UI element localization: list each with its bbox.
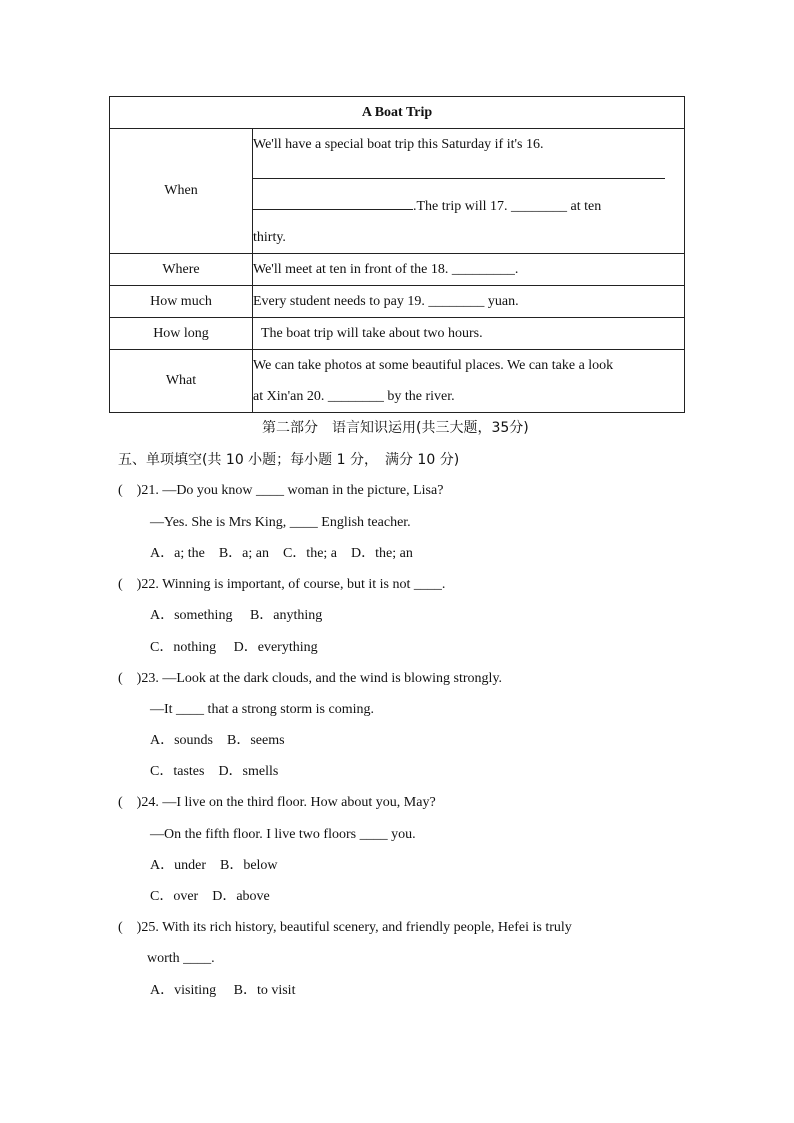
table-row [110, 286, 685, 318]
how-much-content: Every student needs to pay 19. ________ yuan. [253, 294, 519, 309]
when-line-4: thirty. [253, 230, 286, 245]
question-23-options-2: C．tastes D．smells [150, 764, 279, 779]
question-21-reply: —Yes. She is Mrs King, ____ English teacher. [150, 515, 411, 530]
row-label-where: Where [110, 254, 253, 286]
table-row [110, 254, 685, 286]
where-content: We'll meet at ten in front of the 18. _________. [253, 262, 519, 277]
question-21-options: A．a; the B．a; an C．the; a D．the; an [150, 546, 413, 561]
row-content-when [253, 129, 685, 254]
question-24-options-1: A．under B．below [150, 858, 278, 873]
question-22: ( )22. Winning is important, of course, but it is not ____. [118, 577, 446, 592]
part-heading: 第二部分 语言知识运用(共三大题，35分) [262, 420, 529, 436]
answer-blank-16[interactable] [253, 160, 665, 179]
question-24: ( )24. —I live on the third floor. How about you, May? [118, 795, 436, 810]
question-24-reply: —On the fifth floor. I live two floors ____ you. [150, 827, 416, 842]
row-label-how-long: How long [110, 318, 253, 350]
question-25: ( )25. With its rich history, beautiful scenery, and friendly people, Hefei is truly [118, 920, 572, 935]
table-row [110, 318, 685, 350]
question-23-reply: —It ____ that a strong storm is coming. [150, 702, 374, 717]
question-21: ( )21. —Do you know ____ woman in the picture, Lisa? [118, 483, 444, 498]
question-25-cont: worth ____. [147, 951, 215, 966]
when-line-1: We'll have a special boat trip this Saturday if it's 16. [253, 137, 544, 152]
table-row [110, 350, 685, 413]
question-22-options-2: C．nothing D．everything [150, 640, 318, 655]
row-label-how-much: How much [110, 286, 253, 318]
question-22-options-1: A．something B．anything [150, 608, 323, 623]
how-long-content: The boat trip will take about two hours. [261, 326, 483, 341]
question-23-options-1: A．sounds B．seems [150, 733, 285, 748]
table-title: A Boat Trip [110, 97, 685, 129]
section-heading: 五、单项填空(共 10 小题；每小题 1 分， 满分 10 分) [118, 452, 460, 468]
when-blank-line [253, 160, 684, 191]
answer-blank-16b[interactable] [253, 195, 413, 210]
row-label-what: What [110, 350, 253, 413]
when-line-3: .The trip will 17. ________ at ten [253, 191, 684, 222]
question-23: ( )23. —Look at the dark clouds, and the wind is blowing strongly. [118, 671, 503, 686]
boat-trip-table [109, 96, 685, 413]
what-line-2: at Xin'an 20. ________ by the river. [253, 389, 455, 404]
question-25-options: A．visiting B．to visit [150, 983, 296, 998]
table-row [110, 129, 685, 254]
row-label-when: When [110, 129, 253, 254]
what-line-1: We can take photos at some beautiful places. We can take a look [253, 358, 614, 373]
question-24-options-2: C．over D．above [150, 889, 270, 904]
